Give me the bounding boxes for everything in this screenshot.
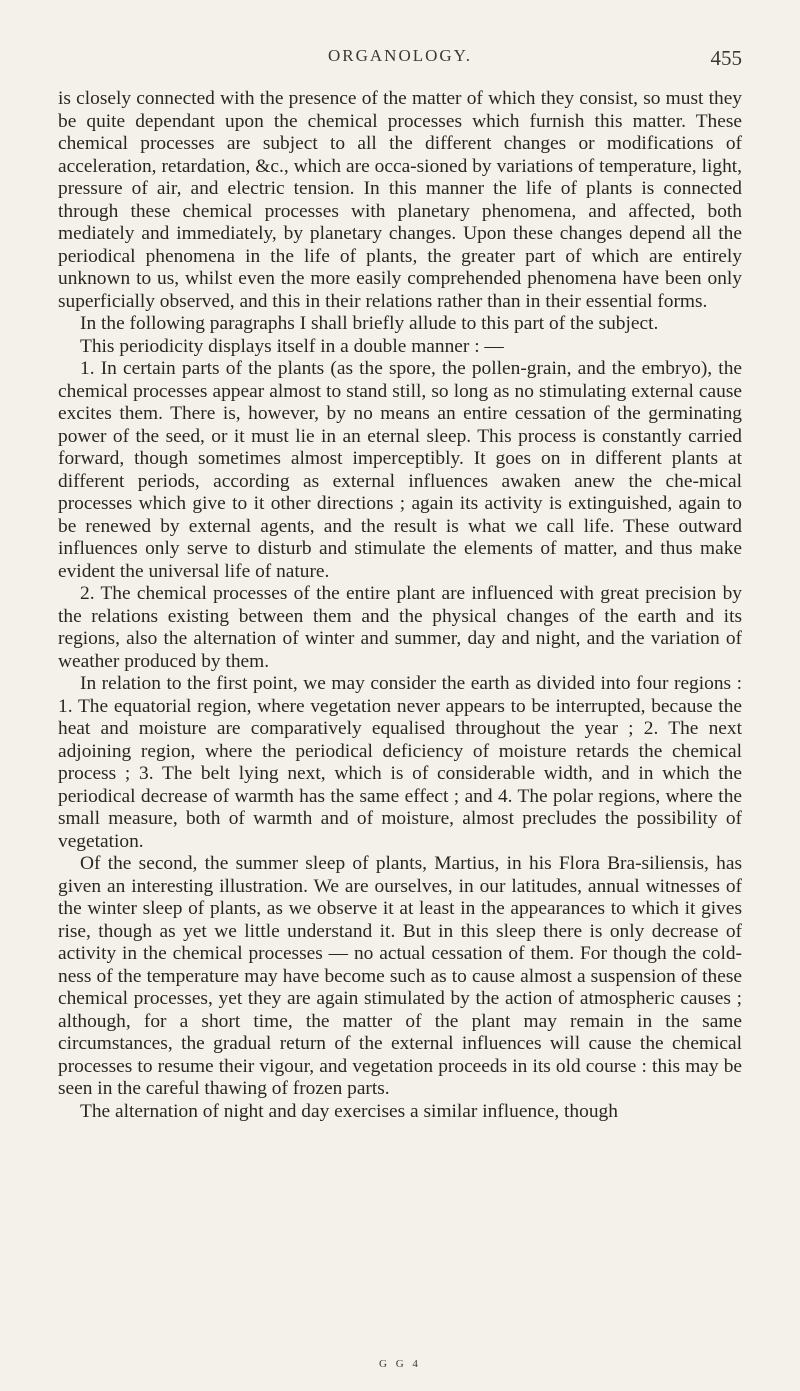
paragraph: Of the second, the summer sleep of plants, Martius, in his Flora Bra-siliensis, has given an interesting illustration. We are ourselves, in our latitudes, annual witnesses of the winter sleep of plants, as we observe it at least in the appearances to which it gives rise, though as yet we little understand it. But in this sleep there is only decrease of activity in the chemical processes — no actual cessation of them. For though the cold-ness of the temperature may have become such as to cause almost a suspension of these chemical processes, yet they are again stimulated by the action of atmospheric causes ; although, for a short time, the matter of the plant may remain in the same circumstances, the gradual return of the external influences will cause the chemical processes to resume their vigour, and vegetation proceeds in its old course : this may be seen in the careful thawing of frozen parts. — [58, 853, 742, 1099]
running-head — [0, 46, 800, 76]
body-text — [58, 88, 742, 1123]
signature-mark: G G 4 — [379, 1358, 421, 1370]
paragraph-numbered-1: 1. In certain parts of the plants (as the spore, the pollen-grain, and the embryo), the chemical processes appear almost to stand still, so long as no stimulating external cause excites them. There is, however, by no means an entire cessation of the germinating power of the seed, or it must lie in an eternal sleep. This process is constantly carried forward, though sometimes almost imperceptibly. It goes on in different plants at different periods, according as external influences awaken anew the che-mical processes which give to it other directions ; again its activity is extinguished, again to be renewed by external agents, and the result is what we call life. These outward influences only serve to disturb and stimulate the elements of matter, and thus make evident the universal life of nature. — [58, 358, 742, 582]
paragraph: In the following paragraphs I shall briefly allude to this part of the subject. — [80, 313, 659, 334]
page-number: 455 — [710, 46, 742, 70]
paragraph: This periodicity displays itself in a double manner : — — [80, 335, 504, 357]
paragraph: The alternation of night and day exercises a similar influence, though — [80, 1100, 618, 1122]
paragraph: In relation to the first point, we may consider the earth as divided into four regions : 1. The equatorial region, where vegetation never appears to be interrupted, because the heat and moisture are comparatively equalised throughout the year ; 2. The next adjoining region, where the periodical deficiency of moisture retards the chemical process ; 3. The belt lying next, which is of considerable width, and in which the periodical decrease of warmth has the same effect ; and 4. The polar regions, where the small measure, both of warmth and of moisture, almost precludes the possibility of vegetation. — [58, 673, 742, 852]
running-title: ORGANOLOGY. — [328, 46, 472, 65]
paragraph-continuation: is closely connected with the presence of the matter of which they consist, so must they be quite dependant upon the chemical processes which furnish this matter. These chemical processes are subject to all the different changes or modifications of acceleration, retardation, &c., which are occa-sioned by variations of temperature, light, pressure of air, and electric tension. In this manner the life of plants is connected through these chemical processes with planetary phenomena, and affected, both mediately and immediately, by planetary changes. Upon these changes depend all the periodical phenomena in the life of plants, the greater part of which are entirely unknown to us, whilst even the more easily comprehended phenomena have been only superficially observed, and this in their relations rather than in their essential forms. — [58, 88, 742, 312]
paragraph-numbered-2: 2. The chemical processes of the entire plant are influenced with great precision by the relations existing between them and the physical changes of the earth and its regions, also the alternation of winter and summer, day and night, and the variation of weather produced by them. — [58, 583, 742, 672]
